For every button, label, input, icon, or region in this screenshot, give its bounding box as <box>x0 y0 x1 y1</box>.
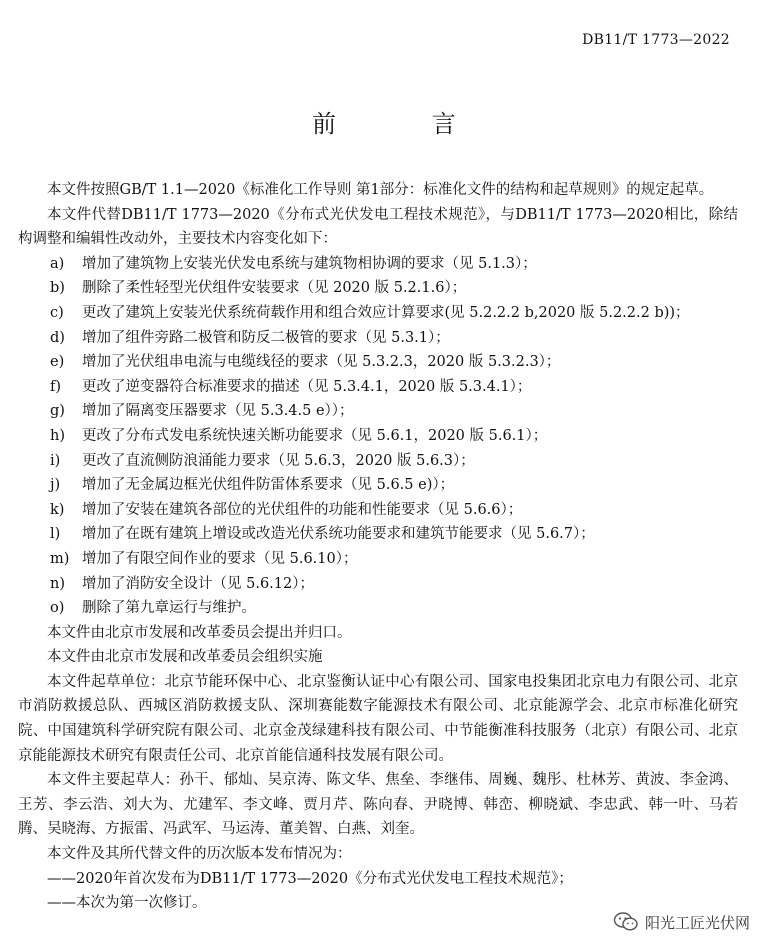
history-item: ——本次为第一次修订。 <box>47 895 207 912</box>
list-item <box>18 301 738 326</box>
list-marker: g) <box>50 403 65 420</box>
list-item <box>18 498 738 523</box>
list-item <box>18 547 738 572</box>
change-list <box>18 252 738 621</box>
list-marker: h) <box>50 427 65 444</box>
list-item-text: 更改了建筑上安装光伏系统荷载作用和组合效应计算要求(见 5.2.2.2 b,2020 版 5.2.2.2 b))； <box>82 304 690 321</box>
list-item <box>18 572 738 597</box>
list-item-text: 更改了分布式发电系统快速关断功能要求（见 5.6.1，2020 版 5.6.1）； <box>82 427 548 444</box>
wechat-icon <box>613 911 639 933</box>
paragraph: 本文件由北京市发展和改革委员会提出并归口。 <box>47 624 352 641</box>
list-marker: n) <box>50 575 65 592</box>
list-marker: i) <box>50 452 61 469</box>
list-marker: j) <box>50 477 61 494</box>
list-marker: b) <box>50 280 65 297</box>
list-item-text: 更改了直流侧防浪涌能力要求（见 5.6.3，2020 版 5.6.3）； <box>82 452 475 469</box>
list-item <box>18 276 738 301</box>
watermark <box>613 911 750 933</box>
list-marker: k) <box>50 501 65 518</box>
list-item-text: 删除了第九章运行与维护。 <box>82 600 256 617</box>
list-item-text: 增加了无金属边框光伏组件防雷体系要求（见 5.6.5 e)）； <box>82 477 455 494</box>
paragraph: 本文件主要起草人：孙干、郁灿、吴京涛、陈文华、焦垒、李继伟、周巍、魏彤、杜林芳、黄波、李金鸿、王芳、李云浩、刘大为、尤建军、李文峰、贾月芹、陈向春、尹晓博、韩峦、柳晓斌、李忠武、韩一叶、马若腾、吴晓海、方振雷、冯武军、马运涛、董美智、白燕、刘奎。 <box>18 772 738 838</box>
list-item-text: 增加了消防安全设计（见 5.6.12）； <box>82 575 314 592</box>
paragraph: 本文件由北京市发展和改革委员会组织实施 <box>47 649 323 666</box>
list-item-text: 增加了在既有建筑上增设或改造光伏系统功能要求和建筑节能要求（见 5.6.7）； <box>82 526 595 543</box>
list-marker: l) <box>50 526 61 543</box>
list-item <box>18 424 738 449</box>
list-item <box>18 326 738 351</box>
list-item <box>18 449 738 474</box>
page-title: 前 言 <box>312 110 500 138</box>
history-item: ——2020年首次发布为DB11/T 1773—2020《分布式光伏发电工程技术规范》； <box>47 870 573 887</box>
list-item <box>18 473 738 498</box>
list-marker: o) <box>50 600 65 617</box>
list-marker: m) <box>50 550 70 567</box>
list-item <box>18 596 738 621</box>
paragraph: 本文件起草单位：北京节能环保中心、北京鉴衡认证中心有限公司、国家电投集团北京电力有限公司、北京市消防救援总队、西城区消防救援支队、深圳赛能数字能源技术有限公司、北京能源学会、北京市标准化研究院、中国建筑科学研究院有限公司、北京金茂绿建科技有限公司、中节能衡准科技服务（北京）有限公司、北京京能能源技术研究有限责任公司、北京首能信通科技发展有限公司。 <box>18 673 738 764</box>
list-item <box>18 399 738 424</box>
document-body <box>18 178 738 916</box>
list-item <box>18 375 738 400</box>
list-item-text: 删除了柔性轻型光伏组件安装要求（见 2020 版 5.2.1.6）； <box>82 280 467 297</box>
list-marker: a) <box>50 255 65 272</box>
paragraph: 本文件按照GB/T 1.1—2020《标准化工作导则 第1部分：标准化文件的结构和起草规则》的规定起草。 <box>47 182 714 198</box>
paragraph: 本文件代替DB11/T 1773—2020《分布式光伏发电工程技术规范》，与DB11/T 1773—2020相比，除结构调整和编辑性改动外，主要技术内容变化如下： <box>18 206 738 248</box>
document-code: DB11/T 1773—2022 <box>582 32 730 48</box>
list-marker: c) <box>50 304 64 321</box>
list-item-text: 增加了组件旁路二极管和防反二极管的要求（见 5.3.1）； <box>82 329 450 346</box>
paragraph: 本文件及其所代替文件的历次版本发布情况为： <box>47 846 352 863</box>
list-item-text: 增加了光伏组串电流与电缆线径的要求（见 5.3.2.3，2020 版 5.3.2.3）； <box>82 354 561 371</box>
list-item-text: 增加了建筑物上安装光伏发电系统与建筑物相协调的要求（见 5.1.3）； <box>82 255 537 272</box>
watermark-text: 阳光工匠光伏网 <box>644 913 750 932</box>
list-item-text: 增加了隔离变压器要求（见 5.3.4.5 e））； <box>82 403 354 420</box>
list-item-text: 增加了安装在建筑各部位的光伏组件的功能和性能要求（见 5.6.6）； <box>82 501 523 518</box>
list-marker: f) <box>50 378 62 395</box>
list-item-text: 增加了有限空间作业的要求（见 5.6.10）； <box>82 550 358 567</box>
list-marker: e) <box>50 354 65 371</box>
list-item-text: 更改了逆变器符合标准要求的描述（见 5.3.4.1，2020 版 5.3.4.1）； <box>82 378 532 395</box>
list-item <box>18 252 738 277</box>
list-item <box>18 350 738 375</box>
list-item <box>18 522 738 547</box>
list-marker: d) <box>50 329 65 346</box>
